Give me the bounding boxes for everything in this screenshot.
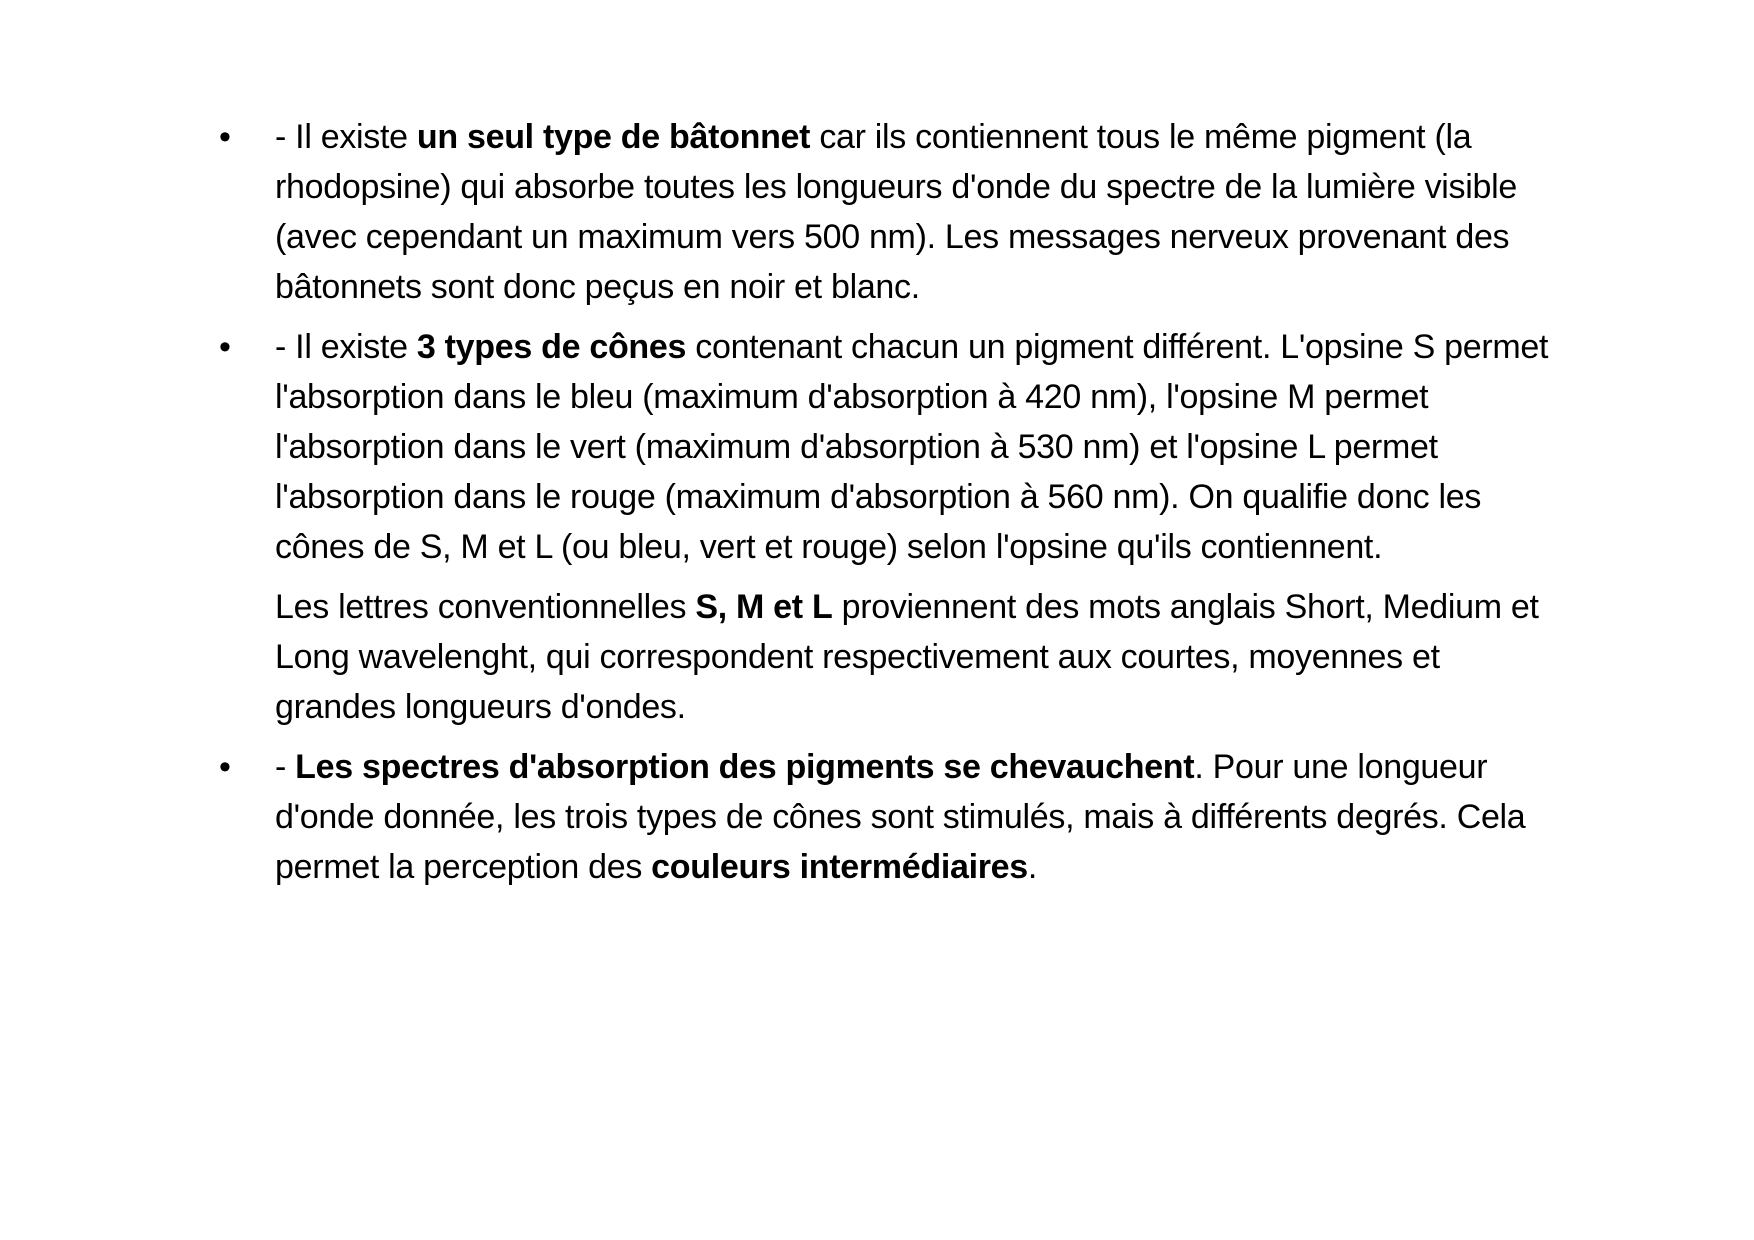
text-run: . bbox=[1027, 848, 1038, 886]
text-run: proviennent des mots anglais Short, Medium et Long wavelenght, qui correspondent respectivement aux courtes, moyennes et grandes longueurs d'ondes. bbox=[275, 588, 1539, 726]
paragraph bbox=[275, 742, 1557, 892]
paragraph bbox=[275, 582, 1557, 732]
paragraph bbox=[275, 112, 1557, 312]
text-run: - Il existe bbox=[275, 328, 417, 366]
text-run: car ils contiennent tous le même pigment (la rhodopsine) qui absorbe toutes les longueurs d'onde du spectre de la lumière visible (avec cependant un maximum vers 500 nm). Les messages nerveux provenant des bâtonnets sont donc peçus en noir et blanc. bbox=[275, 118, 1517, 306]
text-run: . Pour une longueur d'onde donnée, les trois types de cônes sont stimulés, mais à différents degrés. Cela permet la perception des bbox=[275, 748, 1526, 886]
bullet-list bbox=[217, 112, 1557, 892]
text-run-bold: 3 types de cônes bbox=[416, 328, 687, 366]
bullet-item-batonnet bbox=[217, 112, 1557, 312]
bullet-item-cones bbox=[217, 322, 1557, 732]
text-run: Les lettres conventionnelles bbox=[275, 588, 696, 626]
text-run-bold: S, M et L bbox=[695, 588, 833, 626]
bullet-icon: • bbox=[219, 118, 231, 156]
text-run-bold: couleurs intermédiaires bbox=[651, 848, 1028, 886]
text-run-bold: Les spectres d'absorption des pigments se chevauchent bbox=[295, 748, 1195, 786]
paragraph bbox=[275, 322, 1557, 572]
text-run: - Il existe bbox=[275, 118, 417, 156]
bullet-icon: • bbox=[219, 748, 231, 786]
text-run-bold: un seul type de bâtonnet bbox=[416, 118, 811, 156]
text-run: contenant chacun un pigment différent. L'opsine S permet l'absorption dans le bleu (maximum d'absorption à 420 nm), l'opsine M permet l'absorption dans le vert (maximum d'absorption à 530 nm) et l'opsine L permet l'absorption dans le rouge (maximum d'absorption à 560 nm). On qualifie donc les cônes de S, M et L (ou bleu, vert et rouge) selon l'opsine qu'ils contiennent. bbox=[275, 328, 1549, 566]
bullet-item-spectres bbox=[217, 742, 1557, 892]
bullet-icon: • bbox=[219, 328, 231, 366]
text-run: - bbox=[275, 748, 296, 786]
